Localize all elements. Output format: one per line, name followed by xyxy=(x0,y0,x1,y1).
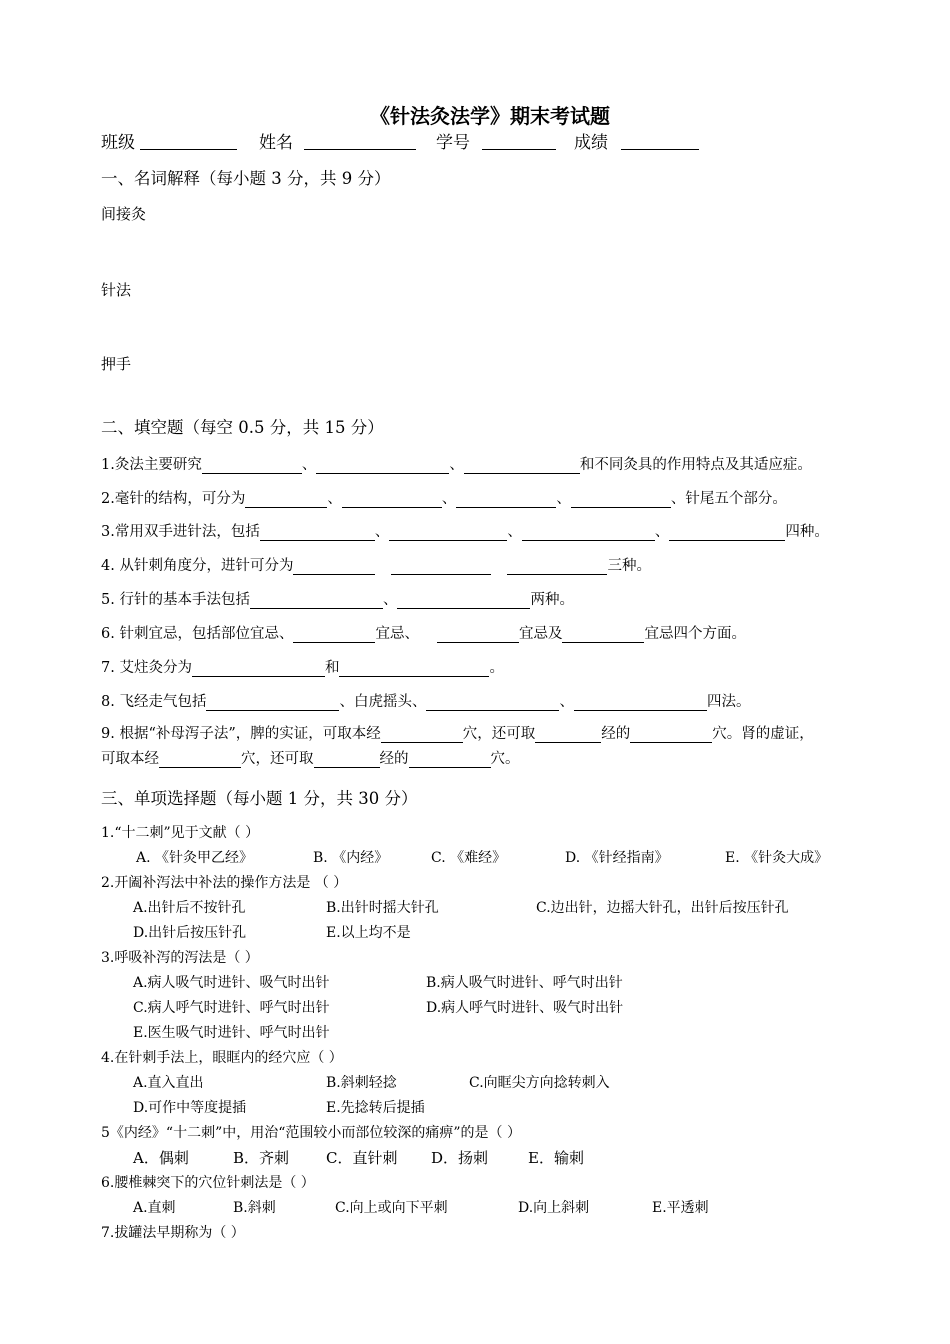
answer-blank[interactable] xyxy=(250,594,383,609)
mc-option[interactable]: E.以上均不是 xyxy=(326,925,411,941)
student-id-label: 学号 xyxy=(436,133,470,153)
mc-option[interactable]: B.斜刺 xyxy=(233,1200,276,1216)
mc-question-stem: 1.“十二刺”见于文献（ ） xyxy=(101,825,260,841)
fill-question-2: 2.毫针的结构，可分为 、 、 、 、针尾五个部分。 xyxy=(101,491,787,507)
answer-blank[interactable] xyxy=(339,662,489,677)
mc-option[interactable]: E.平透刺 xyxy=(652,1200,709,1216)
fill-question-3: 3.常用双手进针法，包括 、 、 、 四种。 xyxy=(101,524,829,540)
mc-option[interactable]: C．直针刺 xyxy=(326,1149,398,1167)
mc-option[interactable]: B.斜刺轻捻 xyxy=(326,1075,397,1091)
student-id-blank[interactable] xyxy=(482,131,556,150)
fill-question-4: 4. 从针刺角度分，进针可分为 三种。 xyxy=(101,558,651,574)
answer-blank[interactable] xyxy=(409,753,491,768)
answer-blank[interactable] xyxy=(535,728,601,743)
mc-option[interactable]: D．扬刺 xyxy=(431,1149,489,1167)
mc-question-stem: 3.呼吸补泻的泻法是（ ） xyxy=(101,950,259,966)
fill-question-6: 6. 针刺宜忌，包括部位宜忌、 宜忌、 宜忌及 宜忌四个方面。 xyxy=(101,626,746,642)
score-label: 成绩 xyxy=(574,133,608,153)
mc-option[interactable]: A.直入直出 xyxy=(133,1075,204,1091)
section1-heading: 一、名词解释（每小题 3 分，共 9 分） xyxy=(101,169,391,188)
answer-blank[interactable] xyxy=(456,493,556,508)
mc-option[interactable]: C.向眶尖方向捻转刺入 xyxy=(469,1075,610,1091)
mc-option[interactable]: B. 《内经》 xyxy=(313,850,389,866)
mc-option[interactable]: E.先捻转后提插 xyxy=(326,1100,425,1116)
mc-option[interactable]: B.出针时摇大针孔 xyxy=(326,900,439,916)
answer-blank[interactable] xyxy=(159,753,241,768)
answer-blank[interactable] xyxy=(206,696,339,711)
term-item: 押手 xyxy=(101,355,132,373)
mc-option[interactable]: C.病人呼气时进针、呼气时出针 xyxy=(133,1000,330,1016)
mc-option[interactable]: D.出针后按压针孔 xyxy=(133,925,247,941)
mc-question-stem: 5《内经》“十二刺”中，用治“范围较小而部位较深的痛痹”的是（ ） xyxy=(101,1125,521,1141)
fill-question-7: 7. 艾炷灸分为 和 。 xyxy=(101,660,504,676)
mc-option[interactable]: E．输刺 xyxy=(528,1149,584,1167)
mc-option[interactable]: D.可作中等度提插 xyxy=(133,1100,247,1116)
answer-blank[interactable] xyxy=(381,728,463,743)
answer-blank[interactable] xyxy=(391,560,491,575)
class-blank[interactable] xyxy=(140,131,237,150)
class-label: 班级 xyxy=(101,133,135,153)
mc-question-stem: 4.在针刺手法上，眼眶内的经穴应（ ） xyxy=(101,1050,343,1066)
answer-blank[interactable] xyxy=(314,753,380,768)
mc-question-stem: 7.拔罐法早期称为（ ） xyxy=(101,1225,245,1241)
mc-option[interactable]: A.病人吸气时进针、吸气时出针 xyxy=(133,975,330,991)
mc-option[interactable]: E. 《针灸大成》 xyxy=(725,850,829,866)
answer-blank[interactable] xyxy=(464,459,580,474)
answer-blank[interactable] xyxy=(245,493,327,508)
answer-blank[interactable] xyxy=(260,526,375,541)
mc-option[interactable]: A. 《针灸甲乙经》 xyxy=(136,850,254,866)
answer-blank[interactable] xyxy=(389,526,507,541)
mc-option[interactable]: A．偶刺 xyxy=(133,1149,189,1167)
mc-option[interactable]: D.向上斜刺 xyxy=(518,1200,590,1216)
fill-question-9-continued: 可取本经 穴，还可取 经的 穴。 xyxy=(101,751,520,767)
fill-question-8: 8. 飞经走气包括 、白虎摇头、 、 四法。 xyxy=(101,694,751,710)
answer-blank[interactable] xyxy=(293,628,375,643)
answer-blank[interactable] xyxy=(522,526,655,541)
answer-blank[interactable] xyxy=(202,459,302,474)
answer-blank[interactable] xyxy=(562,628,644,643)
answer-blank[interactable] xyxy=(574,696,707,711)
name-label: 姓名 xyxy=(259,133,293,153)
mc-option[interactable]: C. 《难经》 xyxy=(431,850,507,866)
fill-question-1: 1.灸法主要研究 、 、 和不同灸具的作用特点及其适应症。 xyxy=(101,457,812,473)
mc-option[interactable]: E.医生吸气时进针、呼气时出针 xyxy=(133,1025,330,1041)
fill-question-5: 5. 行针的基本手法包括 、 两种。 xyxy=(101,592,574,608)
answer-blank[interactable] xyxy=(437,628,519,643)
term-item: 针法 xyxy=(101,281,132,299)
mc-question-stem: 2.开阖补泻法中补法的操作方法是 （ ） xyxy=(101,875,348,891)
exam-title: 《针法灸法学》期末考试题 xyxy=(370,104,610,128)
term-item: 间接灸 xyxy=(101,205,147,223)
mc-option[interactable]: D. 《针经指南》 xyxy=(565,850,669,866)
mc-option[interactable]: C.边出针，边摇大针孔，出针后按压针孔 xyxy=(536,900,789,916)
answer-blank[interactable] xyxy=(426,696,559,711)
mc-option[interactable]: A.直刺 xyxy=(133,1200,176,1216)
score-blank[interactable] xyxy=(621,131,699,150)
answer-blank[interactable] xyxy=(316,459,449,474)
section3-heading: 三、单项选择题（每小题 1 分，共 30 分） xyxy=(101,789,418,808)
mc-option[interactable]: A.出针后不按针孔 xyxy=(133,900,246,916)
answer-blank[interactable] xyxy=(630,728,712,743)
name-blank[interactable] xyxy=(304,131,416,150)
mc-question-stem: 6.腰椎棘突下的穴位针刺法是（ ） xyxy=(101,1175,315,1191)
mc-option[interactable]: B．齐刺 xyxy=(233,1149,290,1167)
section2-heading: 二、填空题（每空 0.5 分，共 15 分） xyxy=(101,418,384,437)
mc-option[interactable]: B.病人吸气时进针、呼气时出针 xyxy=(426,975,623,991)
answer-blank[interactable] xyxy=(397,594,530,609)
mc-option[interactable]: D.病人呼气时进针、吸气时出针 xyxy=(426,1000,624,1016)
answer-blank[interactable] xyxy=(192,662,325,677)
answer-blank[interactable] xyxy=(293,560,375,575)
answer-blank[interactable] xyxy=(669,526,785,541)
fill-question-9: 9. 根据“补母泻子法”，脾的实证，可取本经 穴，还可取 经的 穴。肾的虚证， xyxy=(101,726,814,742)
answer-blank[interactable] xyxy=(571,493,671,508)
mc-option[interactable]: C.向上或向下平刺 xyxy=(335,1200,448,1216)
answer-blank[interactable] xyxy=(507,560,607,575)
answer-blank[interactable] xyxy=(342,493,442,508)
